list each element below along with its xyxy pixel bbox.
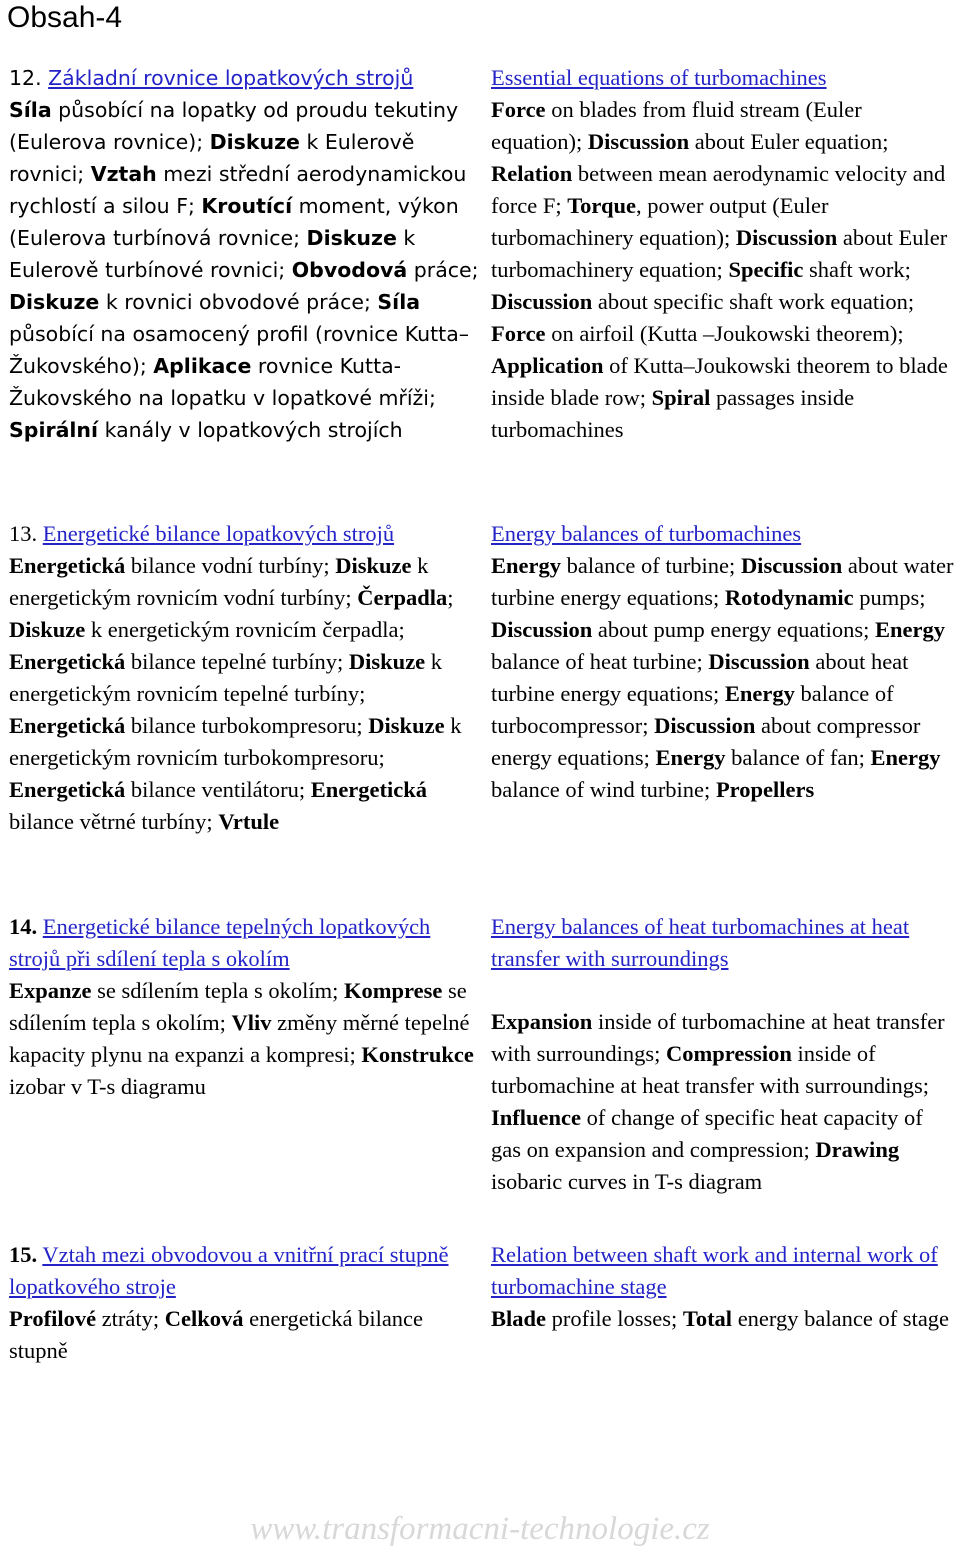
bold-term: Diskuze bbox=[9, 617, 86, 642]
section-12-cz-link[interactable]: Základní rovnice lopatkových strojů bbox=[48, 66, 414, 90]
body-text: of Kutta–Joukowski theorem to blade inside blade row; bbox=[491, 353, 948, 410]
bold-term: Diskuze bbox=[209, 130, 300, 154]
section-14-cz-link[interactable]: Energetické bilance tepelných lopatkových strojů při sdílení tepla s okolím bbox=[9, 914, 431, 971]
section-body bbox=[9, 550, 481, 838]
section-body bbox=[9, 975, 481, 1103]
body-text: of change of specific heat capacity of gas on expansion and compression; bbox=[491, 1105, 923, 1162]
body-text: , power output (Euler turbomachinery equation); bbox=[491, 193, 829, 250]
bold-term: Expansion bbox=[491, 1009, 593, 1034]
body-text: moment, výkon (Eulerova turbínová rovnice; bbox=[9, 194, 459, 250]
section-heading bbox=[491, 518, 957, 550]
bold-term: Discussion bbox=[654, 713, 756, 738]
body-text: k rovnici obvodové práce; bbox=[99, 290, 378, 314]
body-text: isobaric curves in T-s diagram bbox=[491, 1169, 763, 1194]
body-text: k energetickým rovnicím vodní turbíny; bbox=[9, 553, 429, 610]
section-number: 12. bbox=[9, 66, 42, 90]
bold-term: Energetická bbox=[9, 713, 126, 738]
body-text: k Eulerově turbínové rovnici; bbox=[9, 226, 416, 282]
bold-term: Influence bbox=[491, 1105, 581, 1130]
bold-term: Celková bbox=[164, 1306, 244, 1331]
bold-term: Energy bbox=[870, 745, 941, 770]
body-text: about Euler equation; bbox=[689, 129, 889, 154]
bold-term: Total bbox=[682, 1306, 733, 1331]
bold-term: Profilové bbox=[9, 1306, 97, 1331]
section-13-cz-link[interactable]: Energetické bilance lopatkových strojů bbox=[42, 521, 395, 546]
body-text: about water turbine energy equations; bbox=[491, 553, 954, 610]
bold-term: Discussion bbox=[491, 617, 593, 642]
bold-term: Energetická bbox=[9, 649, 126, 674]
body-text: balance of wind turbine; bbox=[491, 777, 716, 802]
body-text: bilance tepelné turbíny; bbox=[125, 649, 349, 674]
body-text: energetická bilance stupně bbox=[9, 1306, 424, 1363]
body-text: k energetickým rovnicím tepelné turbíny; bbox=[9, 649, 443, 706]
footer-watermark-url: www.transformacni-technologie.cz bbox=[250, 1511, 710, 1547]
body-text: rovnice Kutta-Žukovského na lopatku v lopatkové mříži; bbox=[9, 354, 436, 410]
section-15-cz-link[interactable]: Vztah mezi obvodovou a vnitřní prací stupně lopatkového stroje bbox=[9, 1242, 449, 1299]
body-text: balance of heat turbine; bbox=[491, 649, 709, 674]
body-text: pumps; bbox=[853, 585, 926, 610]
bold-term: Discussion bbox=[735, 225, 838, 250]
section-heading bbox=[491, 1239, 957, 1303]
bold-term: Diskuze bbox=[306, 226, 397, 250]
bold-term: Síla bbox=[377, 290, 421, 314]
bold-term: Force bbox=[491, 97, 546, 122]
bold-term: Rotodynamic bbox=[724, 585, 854, 610]
section-13-cz bbox=[9, 518, 481, 838]
bold-term: Diskuze bbox=[368, 713, 445, 738]
body-text: on blades from fluid stream (Euler equation); bbox=[491, 97, 862, 154]
body-text: se sdílením tepla s okolím; bbox=[9, 978, 467, 1035]
section-number: 15. bbox=[9, 1242, 38, 1267]
body-text: about compressor energy equations; bbox=[491, 713, 921, 770]
section-heading bbox=[491, 62, 957, 94]
body-text: balance of turbine; bbox=[561, 553, 741, 578]
section-12-en-link[interactable]: Essential equations of turbomachines bbox=[491, 65, 827, 90]
bold-term: Energy bbox=[491, 553, 561, 578]
bold-term: Expanze bbox=[9, 978, 92, 1003]
bold-term: Spiral bbox=[651, 385, 711, 410]
body-text: on airfoil (Kutta –Joukowski theorem); bbox=[545, 321, 904, 346]
bold-term: Discussion bbox=[708, 649, 810, 674]
bold-term: Drawing bbox=[815, 1137, 900, 1162]
bold-term: Torque bbox=[567, 193, 637, 218]
body-text: about pump energy equations; bbox=[592, 617, 875, 642]
section-number: 14. bbox=[9, 914, 38, 939]
bold-term: Diskuze bbox=[9, 290, 100, 314]
section-body bbox=[491, 94, 957, 446]
bold-term: Compression bbox=[666, 1041, 792, 1066]
body-text: shaft work; bbox=[803, 257, 911, 282]
bold-term: Diskuze bbox=[335, 553, 412, 578]
bold-term: Propellers bbox=[715, 777, 815, 802]
bold-term: Energetická bbox=[9, 553, 126, 578]
body-text: about heat turbine energy equations; bbox=[491, 649, 909, 706]
section-heading bbox=[9, 1239, 481, 1303]
body-text: kanály v lopatkových strojích bbox=[98, 418, 403, 442]
body-text: balance of turbocompressor; bbox=[491, 681, 894, 738]
bold-term: Energy bbox=[724, 681, 795, 706]
body-text: k energetickým rovnicím čerpadla; bbox=[85, 617, 405, 642]
bold-term: Kroutící bbox=[201, 194, 293, 218]
body-text: ztráty; bbox=[96, 1306, 165, 1331]
body-text: bilance turbokompresoru; bbox=[125, 713, 369, 738]
body-text: se sdílením tepla s okolím; bbox=[91, 978, 344, 1003]
body-text: izobar v T-s diagramu bbox=[9, 1074, 206, 1099]
bold-term: Energetická bbox=[9, 777, 126, 802]
section-14-cz bbox=[9, 911, 481, 1103]
body-text: k energetickým rovnicím turbokompresoru; bbox=[9, 713, 462, 770]
section-body bbox=[9, 1303, 481, 1367]
bold-term: Energetická bbox=[310, 777, 428, 802]
bold-term: Discussion bbox=[740, 553, 843, 578]
bold-term: Force bbox=[491, 321, 546, 346]
body-text: působící na osamocený profil (rovnice Kutta–Žukovského); bbox=[9, 322, 470, 378]
body-text: bilance větrné turbíny; bbox=[9, 809, 219, 834]
body-text: profile losses; bbox=[546, 1306, 683, 1331]
section-body bbox=[491, 1006, 957, 1198]
section-15-cz bbox=[9, 1239, 481, 1367]
body-text: změny měrné tepelné kapacity plynu na expanzi a kompresi; bbox=[9, 1010, 470, 1067]
section-body bbox=[491, 1303, 957, 1335]
bold-term: Energy bbox=[655, 745, 726, 770]
bold-term: Čerpadla bbox=[357, 585, 448, 610]
bold-term: Obvodová bbox=[291, 258, 408, 282]
bold-term: Konstrukce bbox=[361, 1042, 474, 1067]
bold-term: Vztah bbox=[90, 162, 157, 186]
bold-term: Discussion bbox=[587, 129, 690, 154]
section-12-cz bbox=[9, 62, 481, 446]
section-heading bbox=[9, 62, 481, 94]
bold-term: Application bbox=[491, 353, 604, 378]
body-text: bilance ventilátoru; bbox=[125, 777, 311, 802]
body-text: bilance vodní turbíny; bbox=[125, 553, 336, 578]
section-15-en bbox=[491, 1239, 957, 1335]
section-15-en-link[interactable]: Relation between shaft work and internal work of turbomachine stage bbox=[491, 1242, 938, 1299]
body-text: k Eulerově rovnici; bbox=[9, 130, 415, 186]
section-heading bbox=[9, 911, 481, 975]
bold-term: Blade bbox=[491, 1306, 547, 1331]
section-body bbox=[9, 94, 481, 446]
bold-term: Energy bbox=[874, 617, 945, 642]
body-text: práce; bbox=[407, 258, 479, 282]
body-text: energy balance of stage bbox=[732, 1306, 950, 1331]
section-13-en-link[interactable]: Energy balances of turbomachines bbox=[491, 521, 802, 546]
body-text: passages inside turbomachines bbox=[491, 385, 855, 442]
page-title: Obsah-4 bbox=[7, 1, 123, 34]
body-text: ; bbox=[447, 585, 454, 610]
bold-term: Diskuze bbox=[348, 649, 426, 674]
bold-term: Vliv bbox=[231, 1010, 272, 1035]
section-heading bbox=[491, 911, 957, 975]
body-text: inside of turbomachine at heat transfer with surroundings; bbox=[491, 1009, 945, 1066]
bold-term: Komprese bbox=[344, 978, 443, 1003]
bold-term: Aplikace bbox=[153, 354, 252, 378]
bold-term: Specific bbox=[728, 257, 804, 282]
body-text: mezi střední aerodynamickou rychlostí a silou F; bbox=[9, 162, 467, 218]
section-13-en bbox=[491, 518, 957, 806]
section-body bbox=[491, 550, 957, 806]
bold-term: Síla bbox=[9, 98, 52, 122]
section-14-en-link[interactable]: Energy balances of heat turbomachines at heat transfer with surroundings bbox=[491, 914, 910, 971]
section-heading bbox=[9, 518, 481, 550]
bold-term: Vrtule bbox=[218, 809, 280, 834]
body-text: about Euler turbomachinery equation; bbox=[491, 225, 948, 282]
body-text: inside of turbomachine at heat transfer with surroundings; bbox=[491, 1041, 930, 1098]
bold-term: Spirální bbox=[9, 418, 99, 442]
body-text: balance of fan; bbox=[725, 745, 871, 770]
section-14-en bbox=[491, 911, 957, 1198]
bold-term: Discussion bbox=[491, 289, 593, 314]
section-number: 13. bbox=[9, 521, 38, 546]
body-text: about specific shaft work equation; bbox=[592, 289, 915, 314]
bold-term: Relation bbox=[491, 161, 573, 186]
body-text: působící na lopatky od proudu tekutiny (Eulerova rovnice); bbox=[9, 98, 459, 154]
body-text: between mean aerodynamic velocity and force F; bbox=[491, 161, 946, 218]
section-12-en bbox=[491, 62, 957, 446]
